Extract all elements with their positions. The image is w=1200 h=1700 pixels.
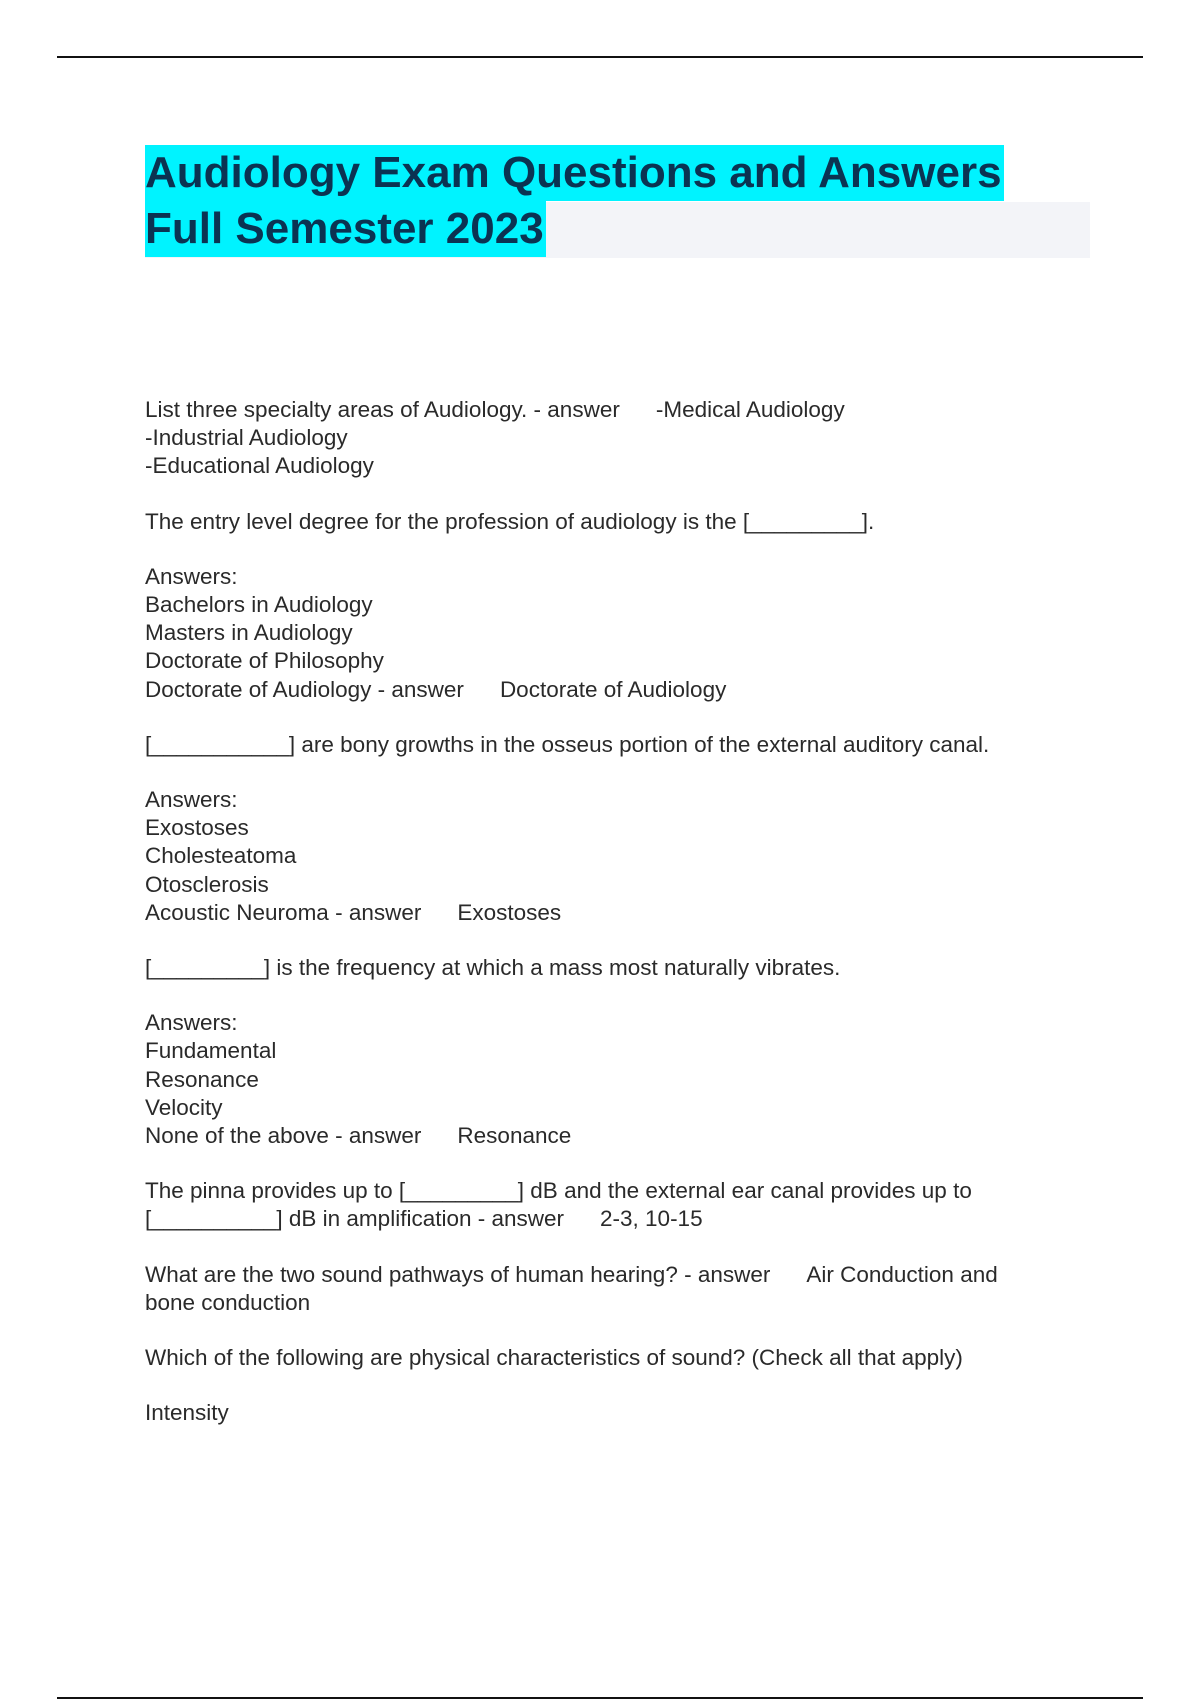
question-2-options <box>145 563 1090 704</box>
question-6-answer-part-2: bone conduction <box>145 1289 311 1315</box>
question-5-prompt-line-1: The pinna provides up to [_________] dB and the external ear canal provides up to <box>145 1178 972 1204</box>
title-line-1: Audiology Exam Questions and Answers <box>145 145 1004 201</box>
question-2-option-1: Bachelors in Audiology <box>145 592 373 618</box>
question-6-line-1 <box>145 1261 1090 1289</box>
question-4-prompt-text: [_________] is the frequency at which a mass most naturally vibrates. <box>145 955 841 981</box>
question-2-prompt <box>145 508 1090 536</box>
question-6-answer-part-1: Air Conduction and <box>806 1261 998 1287</box>
question-2-option-4-line <box>145 676 1090 704</box>
question-3-option-4-line <box>145 899 1090 927</box>
question-1-prompt: List three specialty areas of Audiology. - answer <box>145 397 620 422</box>
question-3-answer: Exostoses <box>457 899 562 925</box>
question-7-options <box>145 1399 1090 1427</box>
title-line-2: Full Semester 2023 <box>145 201 546 257</box>
question-3-option-4: Acoustic Neuroma - answer <box>145 899 422 925</box>
question-3-option-1: Exostoses <box>145 815 249 841</box>
question-2-answers-label: Answers: <box>145 563 238 589</box>
question-5-prompt-line-2: [__________] dB in amplification - answer <box>145 1206 565 1232</box>
question-6 <box>145 1261 1090 1317</box>
question-4-option-4: None of the above - answer <box>145 1123 422 1149</box>
document-body <box>145 396 1090 1454</box>
question-4-option-4-line <box>145 1122 1090 1150</box>
question-1-answer-2: -Industrial Audiology <box>145 425 348 451</box>
question-1 <box>145 396 1090 481</box>
top-rule <box>57 56 1143 58</box>
question-4-option-3: Velocity <box>145 1094 223 1120</box>
question-2-answer: Doctorate of Audiology <box>499 676 727 702</box>
question-7-prompt <box>145 1344 1090 1372</box>
question-2-option-3: Doctorate of Philosophy <box>145 648 384 674</box>
question-3-answers-label: Answers: <box>145 787 238 813</box>
question-4-prompt <box>145 954 1090 982</box>
question-7-prompt-text: Which of the following are physical characteristics of sound? (Check all that apply) <box>145 1345 963 1371</box>
question-1-line-1 <box>145 396 1090 424</box>
question-6-prompt: What are the two sound pathways of human hearing? - answer <box>145 1261 771 1287</box>
question-3-prompt-text: [___________] are bony growths in the osseus portion of the external auditory canal. <box>145 731 990 757</box>
question-5 <box>145 1177 1090 1233</box>
bottom-rule <box>57 1697 1143 1699</box>
question-3-option-3: Otosclerosis <box>145 871 269 897</box>
question-3-option-2: Cholesteatoma <box>145 843 297 869</box>
question-2-option-2: Masters in Audiology <box>145 620 353 646</box>
question-1-answer-1: -Medical Audiology <box>655 397 845 422</box>
question-3-prompt <box>145 731 1090 759</box>
question-2-prompt-text: The entry level degree for the profession of audiology is the [_________]. <box>145 508 875 534</box>
question-1-answer-3: -Educational Audiology <box>145 453 374 479</box>
question-7-option-1: Intensity <box>145 1400 229 1426</box>
question-4-option-1: Fundamental <box>145 1038 277 1064</box>
document-title <box>145 145 1090 257</box>
question-5-answer: 2-3, 10-15 <box>600 1206 703 1232</box>
question-3-options <box>145 786 1090 927</box>
question-4-answer: Resonance <box>457 1123 572 1149</box>
question-4-option-2: Resonance <box>145 1066 259 1092</box>
question-4-answers-label: Answers: <box>145 1010 238 1036</box>
question-5-prompt-line-2-wrap <box>145 1205 1090 1233</box>
question-4-options <box>145 1009 1090 1150</box>
question-2-option-4: Doctorate of Audiology - answer <box>145 676 464 702</box>
